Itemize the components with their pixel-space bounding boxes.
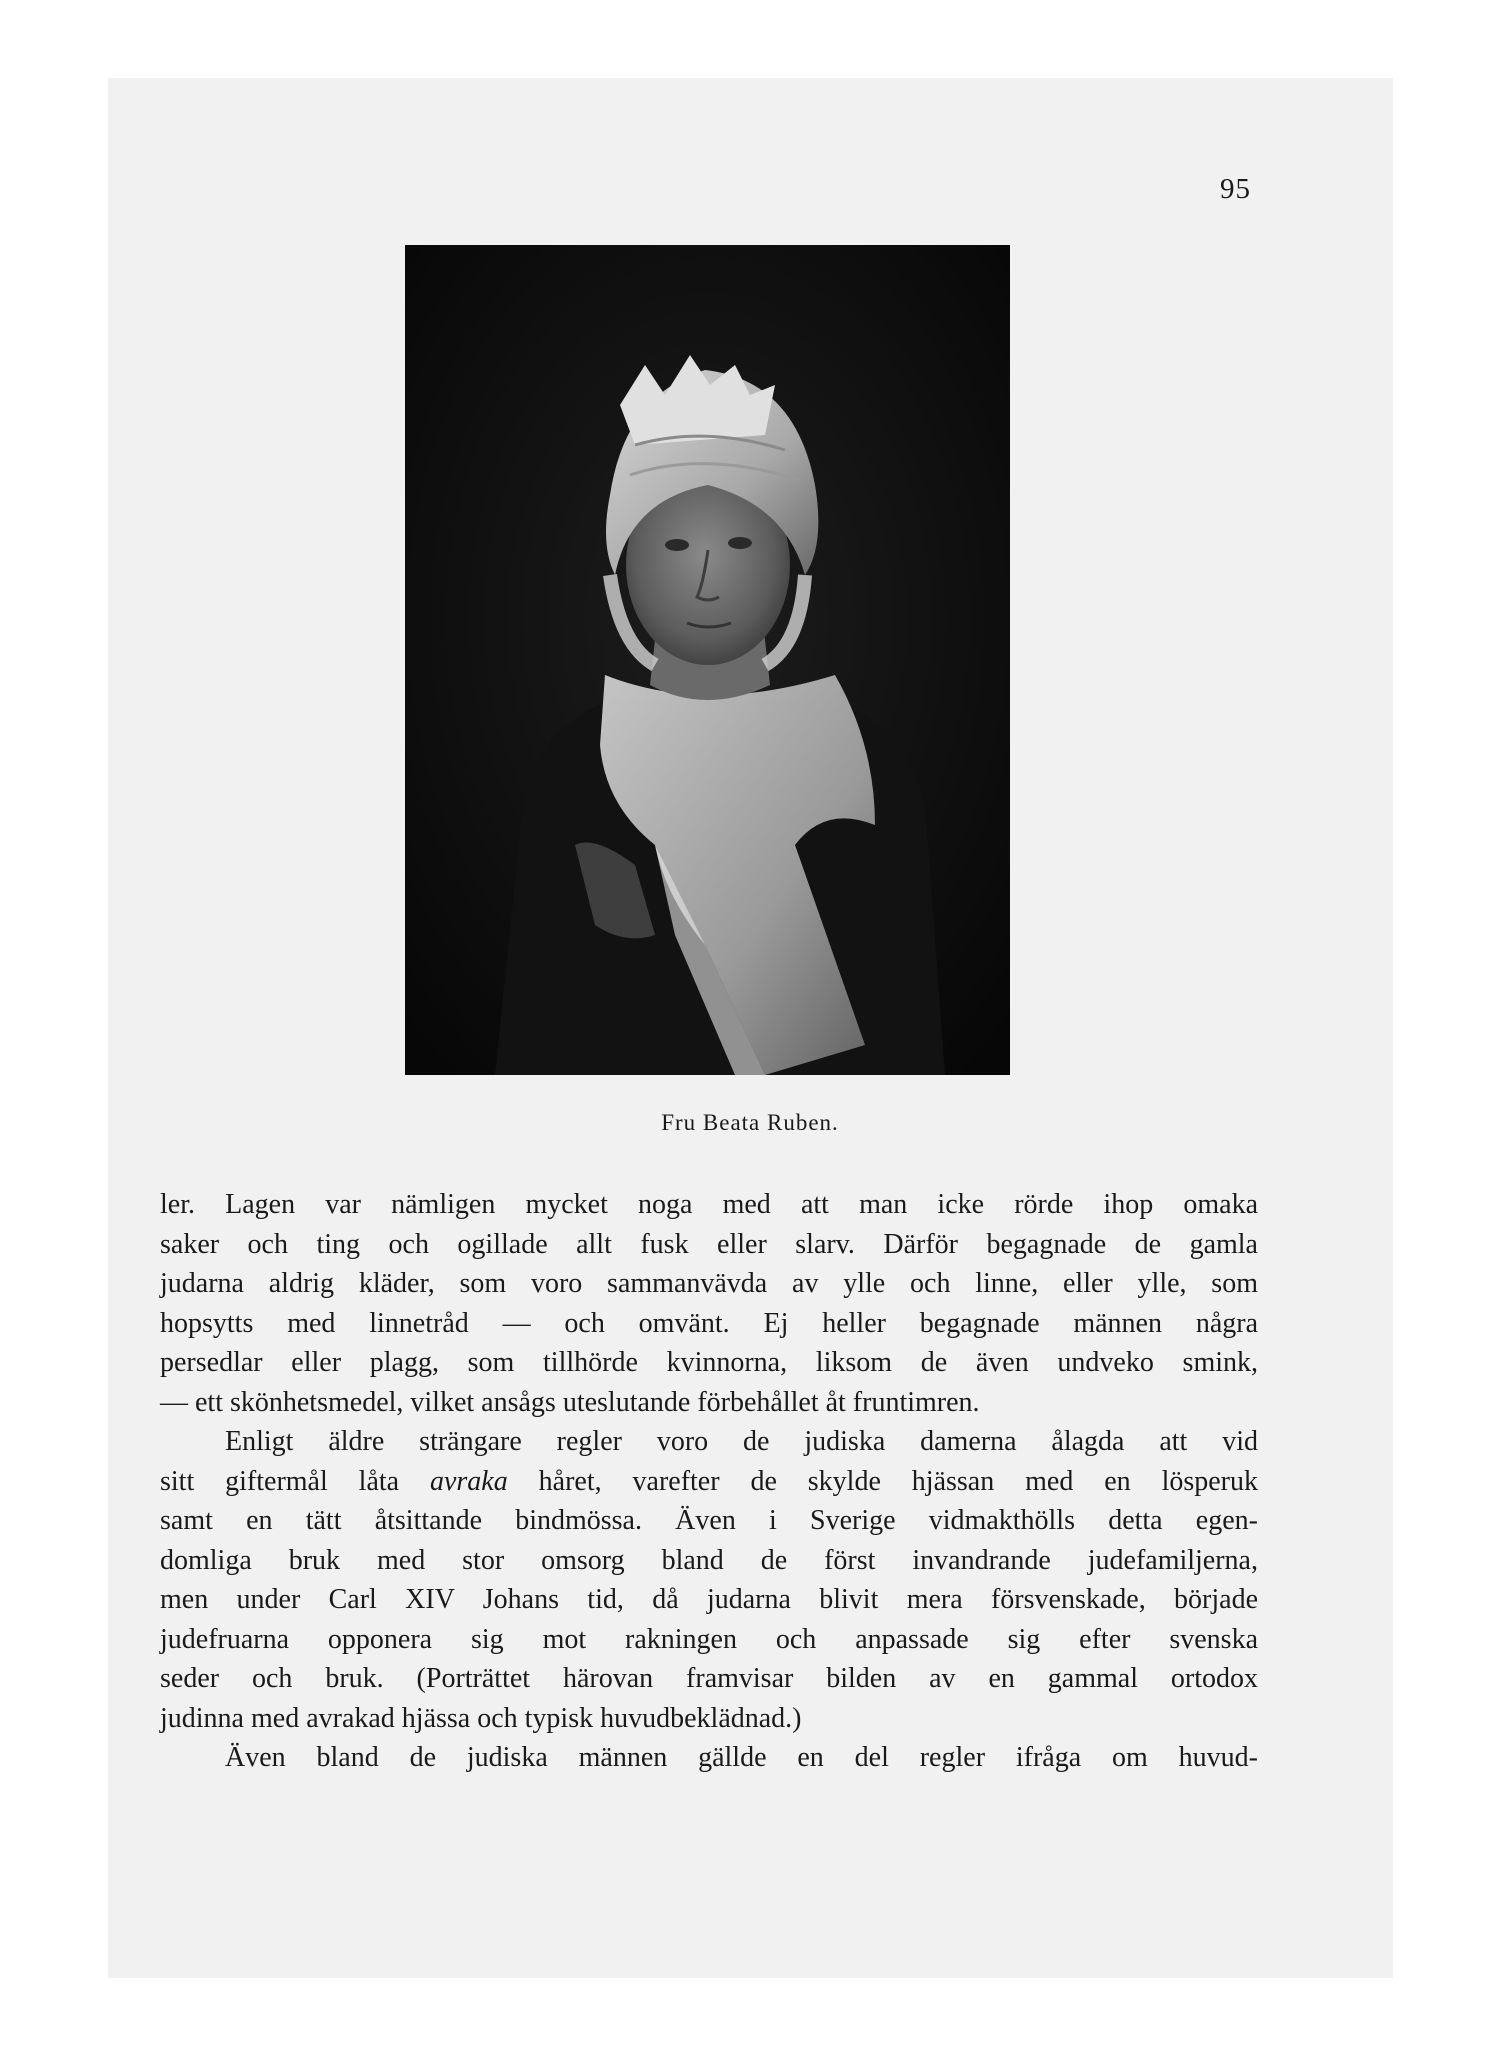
text-line: judarna aldrig kläder, som voro sammanvävda av ylle och linne, eller ylle, som (160, 1268, 1258, 1299)
text-line: judefruarna opponera sig mot rakningen och anpassade sig efter svenska (160, 1623, 1258, 1655)
text-line: persedlar eller plagg, som tillhörde kvinnorna, liksom de även undveko smink, (160, 1347, 1258, 1378)
italic-word: avraka (429, 1465, 508, 1497)
text-line: hopsytts med linnetråd — och omvänt. Ej heller begagnade männen några (160, 1307, 1258, 1339)
text-segment: håret, varefter de skylde hjässan med en lösperuk (507, 1465, 1258, 1497)
text-line: seder och bruk. (Porträttet härovan framvisar bilden av en gammal ortodox (160, 1663, 1258, 1694)
text-line: judinna med avrakad hjässa och typisk huvudbeklädnad.) (160, 1702, 802, 1734)
text-line: Enligt äldre strängare regler voro de judiska damerna ålagda att vid (225, 1426, 1258, 1457)
text-line: samt en tätt åtsittande bindmössa. Även i Sverige vidmakthölls detta egen- (160, 1505, 1258, 1536)
text-line: ler. Lagen var nämligen mycket noga med att man icke rörde ihop omaka (160, 1189, 1258, 1220)
text-line: domliga bruk med stor omsorg bland de först invandrande judefamiljerna, (160, 1544, 1258, 1576)
portrait-image (405, 245, 1010, 1075)
text-segment: sitt giftermål låta (160, 1465, 430, 1497)
page-number: 95 (1220, 173, 1251, 205)
text-line-with-italic (160, 1462, 1258, 1502)
figure-caption: Fru Beata Ruben. (661, 1110, 839, 1135)
text-line: saker och ting och ogillade allt fusk eller slarv. Därför begagnade de gamla (160, 1228, 1258, 1260)
portrait-painting (405, 245, 1010, 1075)
text-line: men under Carl XIV Johans tid, då judarna blivit mera försvenskade, började (160, 1584, 1258, 1615)
text-line: Även bland de judiska männen gällde en del regler ifråga om huvud- (225, 1742, 1258, 1773)
body-text (160, 1185, 1258, 1778)
text-line: — ett skönhetsmedel, vilket ansågs uteslutande förbehållet åt fruntimren. (160, 1386, 980, 1418)
